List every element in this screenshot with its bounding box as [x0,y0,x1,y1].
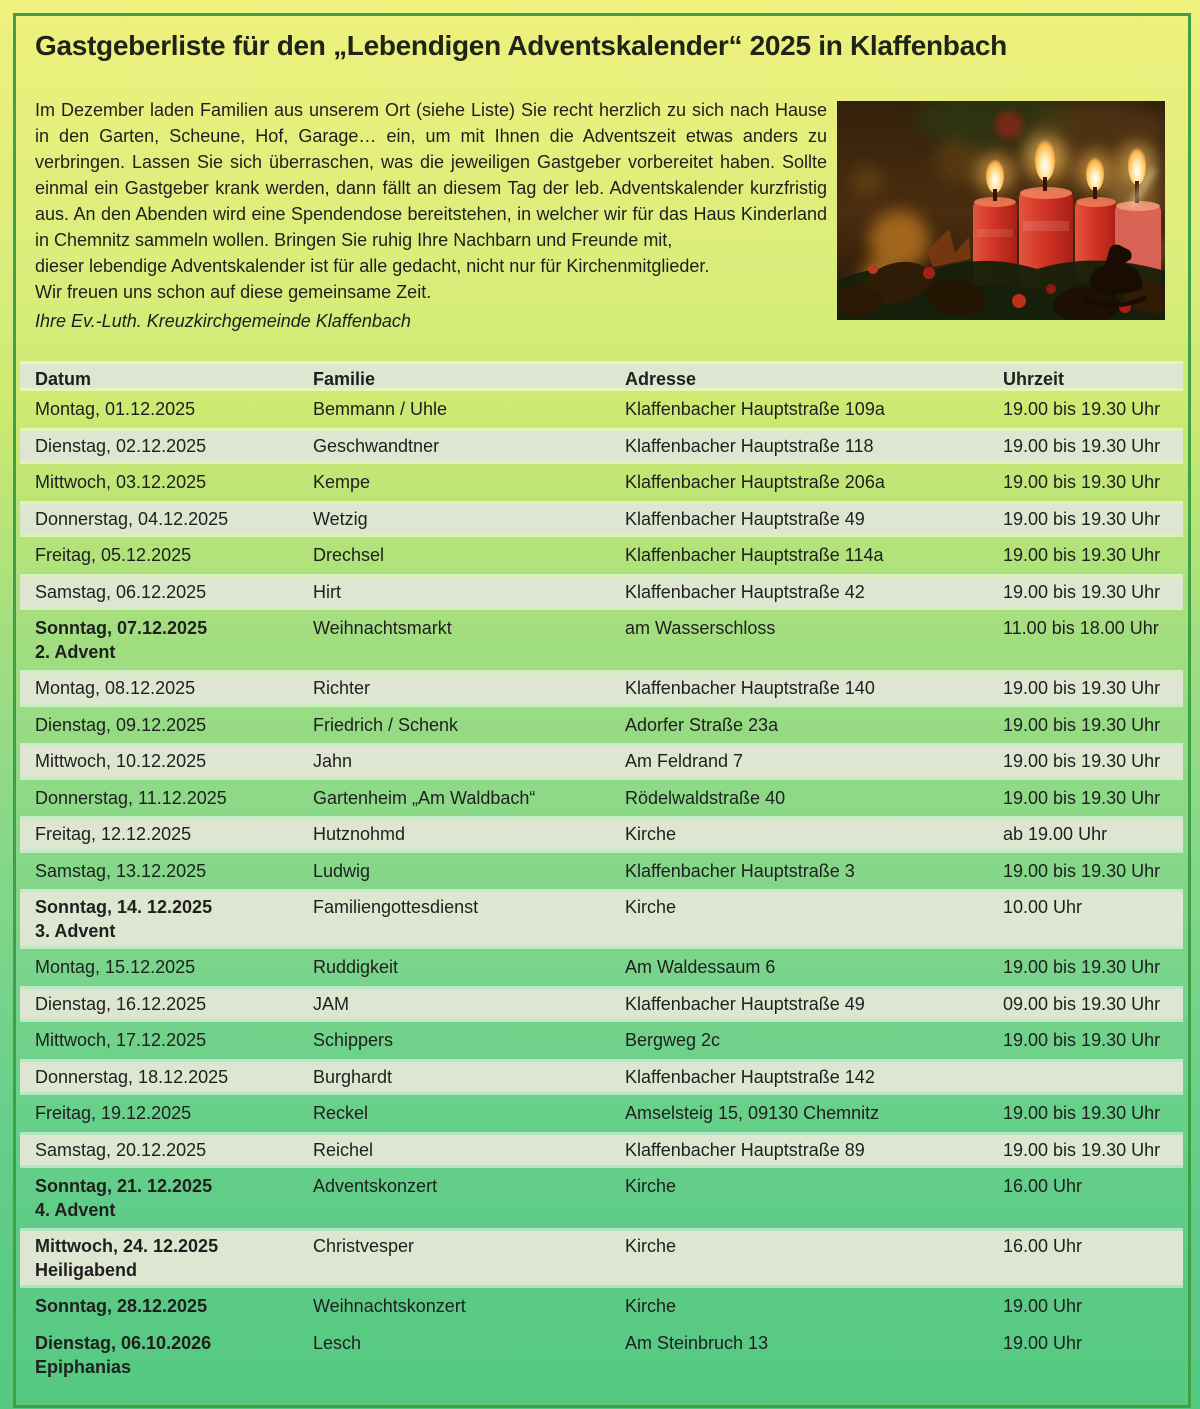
cell-familie: Friedrich / Schenk [313,714,459,735]
table-row [20,707,1183,744]
cell-uhrzeit: 19.00 bis 19.30 Uhr [1003,678,1161,698]
cell-datum: Sonntag, 28.12.2025 [35,1296,208,1316]
cell-datum: Dienstag, 09.12.2025 [35,714,207,735]
cell-adresse: Klaffenbacher Hauptstraße 42 [625,581,865,602]
cell-uhrzeit: 19.00 bis 19.30 Uhr [1003,1139,1161,1160]
cell-uhrzeit: 10.00 Uhr [1003,897,1083,917]
intro-paragraph: Im Dezember laden Familien aus unserem Ort (siehe Liste) Sie recht herzlich zu sich nach Hause in den Garten, Scheune, Hof, Garage… ein, um mit Ihnen die Adventszeit etwas anders zu verbringen. Lassen Sie sich überraschen, was die jeweiligen Gastgeber vorbereitet haben. Sollte einmal ein Gastgeber krank werden, dann fällt an diesem Tag der leb. Adventskalender kurzfristig aus. An den Abenden wird eine Spendendose bereitstehen, in welcher wir für das Haus Kinderland in Chemnitz sammeln wollen. Bringen Sie ruhig Ihre Nachbarn und Freunde mit, [35,100,827,250]
cell-adresse: Am Feldrand 7 [625,751,744,771]
cell-uhrzeit: 11.00 bis 18.00 Uhr [1003,618,1159,638]
cell-uhrzeit: 19.00 Uhr [1003,1296,1083,1316]
cell-adresse: Amselsteig 15, 09130 Chemnitz [625,1103,880,1123]
intro-text [35,97,827,305]
cell-adresse: Kirche [625,1236,677,1256]
column-header-uhrzeit: Uhrzeit [1003,369,1065,389]
cell-familie: Wetzig [313,508,368,529]
cell-adresse: Rödelwaldstraße 40 [625,787,786,808]
cell-datum: Dienstag, 02.12.2025 [35,435,207,456]
cell-familie: Jahn [313,751,353,771]
cell-datum: Sonntag, 21. 12.2025 4. Advent [35,1176,213,1220]
cell-adresse: Klaffenbacher Hauptstraße 140 [625,678,875,698]
cell-adresse: Klaffenbacher Hauptstraße 49 [625,993,865,1014]
cell-uhrzeit: 19.00 bis 19.30 Uhr [1003,545,1161,565]
cell-datum: Montag, 08.12.2025 [35,678,196,698]
cell-uhrzeit: 16.00 Uhr [1003,1236,1083,1256]
table-body [20,391,1183,1409]
table-row [20,1325,1183,1409]
cell-uhrzeit: 19.00 bis 19.30 Uhr [1003,1030,1161,1050]
table-row [20,464,1183,501]
cell-uhrzeit: 19.00 bis 19.30 Uhr [1003,957,1161,977]
cell-adresse: Klaffenbacher Hauptstraße 49 [625,508,865,529]
cell-familie: Weihnachtskonzert [313,1296,466,1316]
cell-adresse: Am Steinbruch 13 [625,1332,769,1353]
cell-uhrzeit: 19.00 bis 19.30 Uhr [1003,751,1161,771]
table-row [20,949,1183,986]
cell-familie: Hutznohmd [313,824,406,844]
cell-familie: Richter [313,678,371,698]
cell-uhrzeit: 19.00 bis 19.30 Uhr [1003,399,1161,419]
page-title: Gastgeberliste für den „Lebendigen Adventskalender“ 2025 in Klaffenbach [35,30,1007,61]
cell-adresse: Klaffenbacher Hauptstraße 109a [625,399,885,419]
cell-familie: Kempe [313,472,371,492]
cell-uhrzeit: 19.00 bis 19.30 Uhr [1003,435,1161,456]
cell-uhrzeit: 19.00 bis 19.30 Uhr [1003,508,1161,529]
cell-datum: Donnerstag, 11.12.2025 [35,787,227,808]
cell-datum: Montag, 01.12.2025 [35,399,196,419]
cell-uhrzeit: 16.00 Uhr [1003,1176,1083,1196]
cell-datum: Mittwoch, 24. 12.2025 Heiligabend [35,1236,219,1280]
cell-datum: Sonntag, 07.12.2025 2. Advent [35,618,208,662]
table-row [20,610,1183,670]
cell-datum: Freitag, 05.12.2025 [35,545,192,565]
table-row [20,1228,1183,1288]
cell-datum: Dienstag, 06.10.2026 Epiphanias [35,1332,212,1377]
cell-adresse: Kirche [625,897,677,917]
cell-adresse: Klaffenbacher Hauptstraße 3 [625,860,855,881]
cell-datum: Dienstag, 16.12.2025 [35,993,207,1014]
table-row [20,816,1183,853]
cell-adresse: Kirche [625,824,677,844]
cell-uhrzeit: 19.00 bis 19.30 Uhr [1003,714,1161,735]
cell-adresse: Klaffenbacher Hauptstraße 142 [625,1066,875,1087]
table-row [20,1168,1183,1228]
cell-adresse: am Wasserschloss [625,618,776,638]
table-row [20,986,1183,1023]
table-row [20,1022,1183,1059]
cell-uhrzeit: 19.00 bis 19.30 Uhr [1003,860,1161,881]
cell-familie: Geschwandtner [313,435,440,456]
cell-datum: Sonntag, 14. 12.2025 3. Advent [35,897,213,941]
cell-adresse: Klaffenbacher Hauptstraße 118 [625,435,874,456]
cell-uhrzeit: 09.00 bis 19.30 Uhr [1003,993,1161,1014]
cell-datum: Samstag, 13.12.2025 [35,860,207,881]
cell-uhrzeit: 19.00 bis 19.30 Uhr [1003,581,1161,602]
cell-uhrzeit: 19.00 bis 19.30 Uhr [1003,1103,1161,1123]
cell-adresse: Klaffenbacher Hauptstraße 114a [625,545,884,565]
cell-familie: Burghardt [313,1066,393,1087]
table-row [20,780,1183,817]
cell-familie: Ruddigkeit [313,957,399,977]
cell-familie: JAM [313,993,349,1014]
table-row [20,537,1183,574]
cell-datum: Donnerstag, 04.12.2025 [35,508,229,529]
cell-datum: Freitag, 19.12.2025 [35,1103,192,1123]
schedule-table [20,361,1183,1409]
cell-datum: Mittwoch, 10.12.2025 [35,751,207,771]
table-row [20,1288,1183,1325]
cell-familie: Reckel [313,1103,369,1123]
cell-familie: Ludwig [313,860,371,881]
table-row [20,1095,1183,1132]
table-row [20,1132,1183,1169]
table-row [20,391,1183,428]
table-row [20,670,1183,707]
cell-datum: Samstag, 06.12.2025 [35,581,207,602]
table-row [20,889,1183,949]
cell-uhrzeit: 19.00 bis 19.30 Uhr [1003,472,1161,492]
cell-uhrzeit: ab 19.00 Uhr [1003,824,1108,844]
cell-familie: Lesch [313,1332,362,1353]
cell-uhrzeit: 19.00 Uhr [1003,1332,1083,1353]
cell-adresse: Kirche [625,1176,677,1196]
table-row [20,501,1183,538]
cell-datum: Samstag, 20.12.2025 [35,1139,207,1160]
table-row [20,428,1183,465]
signature-line: Ihre Ev.-Luth. Kreuzkirchgemeinde Klaffenbach [35,311,411,331]
cell-familie: Gartenheim „Am Waldbach“ [313,787,536,808]
advent-wreath-photo [837,101,1165,320]
cell-adresse: Bergweg 2c [625,1030,721,1050]
cell-adresse: Am Waldessaum 6 [625,957,776,977]
cell-familie: Hirt [313,581,341,602]
table-row [20,743,1183,780]
cell-familie: Weihnachtsmarkt [313,618,452,638]
cell-familie: Christvesper [313,1236,415,1256]
table-row [20,1059,1183,1096]
cell-uhrzeit: 19.00 bis 19.30 Uhr [1003,787,1161,808]
intro-line2: dieser lebendige Adventskalender ist für alle gedacht, nicht nur für Kirchenmitglieder. [35,256,710,276]
table-header-row [20,361,1183,391]
column-header-datum: Datum [35,369,92,389]
cell-adresse: Adorfer Straße 23a [625,714,779,735]
cell-familie: Drechsel [313,545,385,565]
cell-adresse: Kirche [625,1296,677,1316]
cell-familie: Bemmann / Uhle [313,399,448,419]
cell-adresse: Klaffenbacher Hauptstraße 89 [625,1139,865,1160]
cell-datum: Mittwoch, 03.12.2025 [35,472,207,492]
column-header-adresse: Adresse [625,369,697,389]
cell-familie: Reichel [313,1139,374,1160]
cell-datum: Donnerstag, 18.12.2025 [35,1066,229,1087]
cell-familie: Adventskonzert [313,1176,438,1196]
cell-adresse: Klaffenbacher Hauptstraße 206a [625,472,885,492]
cell-familie: Familiengottesdienst [313,897,479,917]
cell-familie: Schippers [313,1030,394,1050]
table-row [20,574,1183,611]
intro-line3: Wir freuen uns schon auf diese gemeinsame Zeit. [35,282,432,302]
cell-datum: Montag, 15.12.2025 [35,957,196,977]
table-row [20,853,1183,890]
cell-datum: Freitag, 12.12.2025 [35,824,192,844]
column-header-familie: Familie [313,369,376,389]
cell-datum: Mittwoch, 17.12.2025 [35,1030,207,1050]
